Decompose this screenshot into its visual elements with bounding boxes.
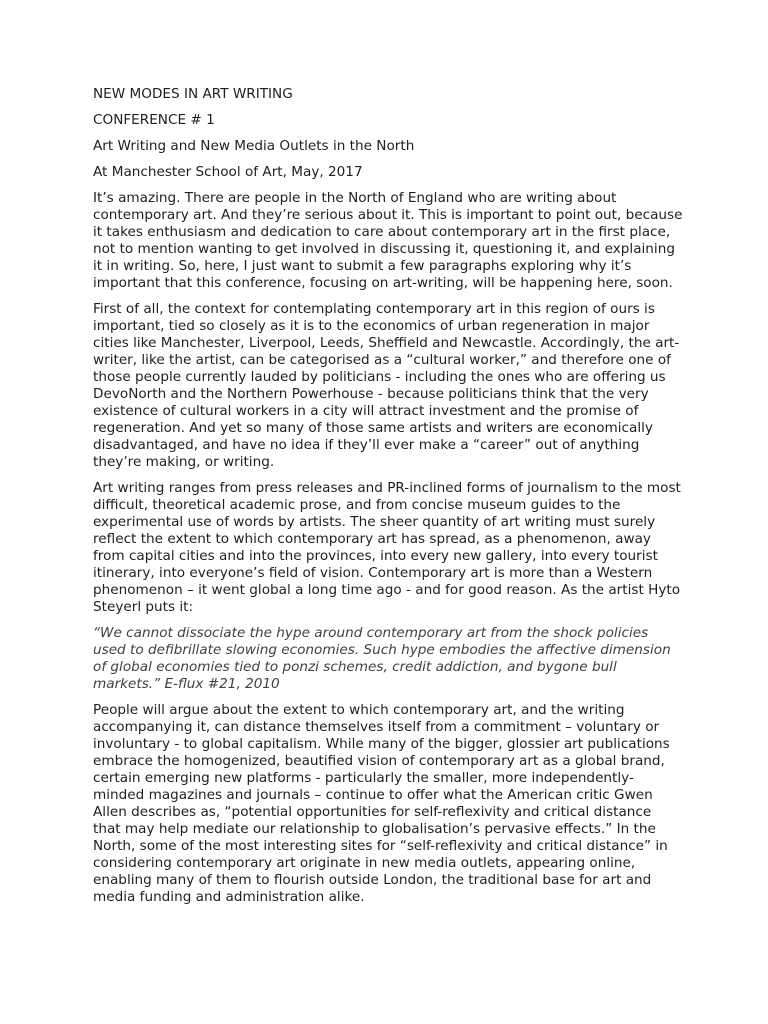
paragraph-3: Art writing ranges from press releases and PR-inclined forms of journalism to the most difficult, theoretical academic prose, and from concise museum guides to the experimental use of words by artists. The sheer quantity of art writing must surely reflect the extent to which contemporary art has spread, as a phenomenon, away from capital cities and into the provinces, into every new gallery, into every tourist itinerary, into everyone’s field of vision. Contemporary art is more than a Western phenomenon – it went global a long time ago - and for good reason. As the artist Hyto Steyerl puts it: <box>93 480 681 615</box>
heading-conference: CONFERENCE # 1 <box>93 112 215 128</box>
paragraph-2: First of all, the context for contemplating contemporary art in this region of ours is important, tied so closely as it is to the economics of urban regeneration in major cities like Manchester, Liverpool, Leeds, Sheffield and Newcastle. Accordingly, the art-writer, like the artist, can be categorised as a “cultural worker,” and therefore one of those people currently lauded by politicians - including the ones who are offering us DevoNorth and the Northern Powerhouse - because politicians think that the very existence of cultural workers in a city will attract investment and the promise of regeneration. And yet so many of those same artists and writers are economically disadvantaged, and have no idea if they’ll ever make a “career” out of anything they’re making, or writing. <box>93 301 680 470</box>
paragraph-4: People will argue about the extent to which contemporary art, and the writing accompanying it, can distance themselves itself from a commitment – voluntary or involuntary - to global capitalism. While many of the bigger, glossier art publications embrace the homogenized, beautified vision of contemporary art as a global brand, certain emerging new platforms - particularly the smaller, more independently-minded magazines and journals – continue to offer what the American critic Gwen Allen describes as, “potential opportunities for self-reflexivity and critical distance that may help mediate our relationship to globalisation’s pervasive effects.” In the North, some of the most interesting sites for “self-reflexivity and critical distance” in considering contemporary art originate in new media outlets, appearing online, enabling many of them to flourish outside London, the traditional base for art and media funding and administration alike. <box>93 702 670 905</box>
heading-title: NEW MODES IN ART WRITING <box>93 86 293 102</box>
block-quote: “We cannot dissociate the hype around contemporary art from the shock policies used to defibrillate slowing economies. Such hype embodies the affective dimension of global economies tied to ponzi schemes, credit addiction, and bygone bull markets.” E-flux #21, 2010 <box>93 625 671 692</box>
heading-venue-date: At Manchester School of Art, May, 2017 <box>93 164 363 180</box>
document-body <box>93 86 683 915</box>
heading-subtitle: Art Writing and New Media Outlets in the North <box>93 138 415 154</box>
paragraph-1: It’s amazing. There are people in the North of England who are writing about contemporary art. And they’re serious about it. This is important to point out, because it takes enthusiasm and dedication to care about contemporary art in the first place, not to mention wanting to get involved in discussing it, questioning it, and explaining it in writing. So, here, I just want to submit a few paragraphs exploring why it’s important that this conference, focusing on art-writing, will be happening here, soon. <box>93 190 683 291</box>
